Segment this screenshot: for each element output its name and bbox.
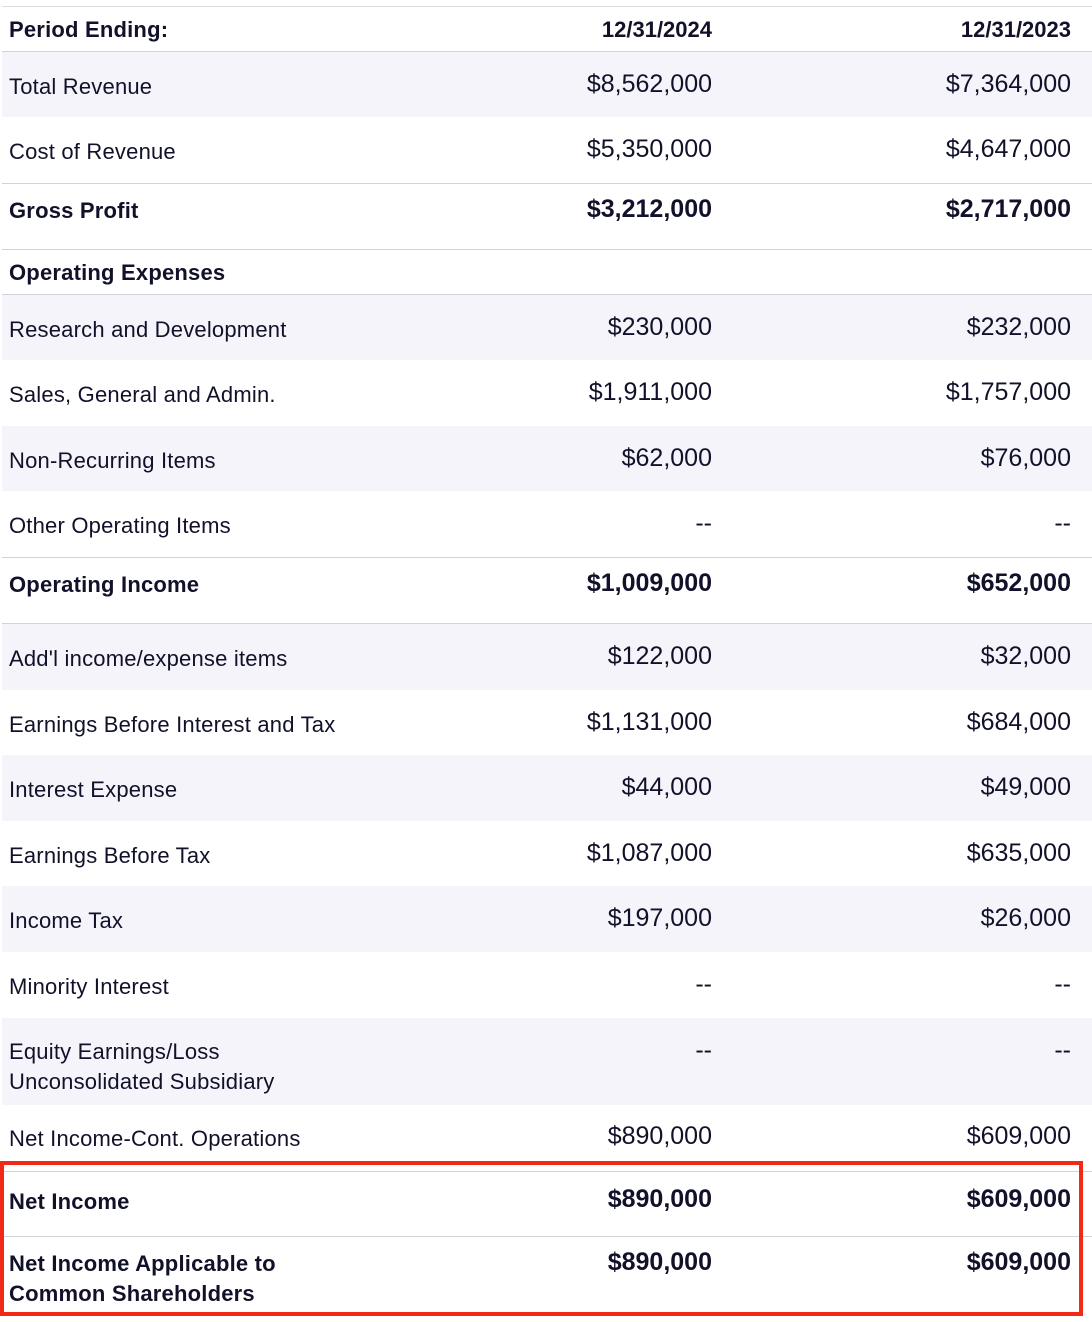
table-row-additional-income-expense <box>2 624 1092 690</box>
table-row-net-income <box>2 1172 1092 1237</box>
value-2023: $652,000 <box>966 569 1071 597</box>
row-label: Cost of Revenue <box>9 139 176 164</box>
table-row-income-tax <box>2 886 1092 952</box>
row-label: Operating Income <box>9 572 200 597</box>
row-label: Earnings Before Interest and Tax <box>9 712 336 737</box>
section-label: Operating Expenses <box>9 260 226 285</box>
value-2023: $32,000 <box>980 642 1071 670</box>
period-ending-label: Period Ending: <box>9 17 169 42</box>
table-row-operating-income <box>2 558 1092 624</box>
value-2024: $5,350,000 <box>586 135 712 163</box>
table-row-research-development <box>2 295 1092 360</box>
value-2024: $62,000 <box>621 444 712 472</box>
value-2023: -- <box>1054 509 1071 537</box>
value-2024: -- <box>695 1036 712 1064</box>
table-row-cost-of-revenue <box>2 117 1092 184</box>
table-row-net-income-cont-operations <box>2 1105 1092 1172</box>
row-label: Gross Profit <box>9 198 139 223</box>
row-label: Net Income <box>9 1189 130 1214</box>
value-2024: $890,000 <box>607 1122 712 1150</box>
column-header-2024: 12/31/2024 <box>601 17 712 42</box>
value-2023: $76,000 <box>980 444 1071 472</box>
value-2024: $1,087,000 <box>586 839 712 867</box>
value-2023: $635,000 <box>966 839 1071 867</box>
value-2024: $197,000 <box>607 904 712 932</box>
table-row-other-operating-items <box>2 491 1092 558</box>
value-2024: $1,009,000 <box>586 569 712 597</box>
column-header-2023: 12/31/2023 <box>960 17 1071 42</box>
value-2023: -- <box>1054 1036 1071 1064</box>
table-row-total-revenue <box>2 52 1092 117</box>
row-label: Earnings Before Tax <box>9 843 211 868</box>
row-label: Interest Expense <box>9 777 178 802</box>
value-2023: $609,000 <box>966 1248 1071 1276</box>
income-statement-table <box>2 6 1092 1315</box>
table-row-interest-expense <box>2 755 1092 821</box>
table-row-ebit <box>2 690 1092 755</box>
value-2023: $684,000 <box>966 708 1071 736</box>
value-2023: $232,000 <box>966 313 1071 341</box>
section-header-operating-expenses <box>2 250 1092 295</box>
row-label: Research and Development <box>9 317 287 342</box>
value-2023: $49,000 <box>980 773 1071 801</box>
table-row-net-income-common-shareholders <box>2 1237 1092 1315</box>
value-2024: $890,000 <box>607 1185 712 1213</box>
value-2024: $1,911,000 <box>588 378 712 406</box>
row-label <box>9 1037 275 1097</box>
value-2024: -- <box>695 509 712 537</box>
row-label-line-2: Common Shareholders <box>9 1281 255 1306</box>
value-2023: $2,717,000 <box>945 195 1071 223</box>
row-label: Add'l income/expense items <box>9 646 288 671</box>
row-label: Sales, General and Admin. <box>9 382 276 407</box>
row-label-line-1: Equity Earnings/Loss <box>9 1039 220 1064</box>
row-label: Minority Interest <box>9 974 169 999</box>
table-row-minority-interest <box>2 952 1092 1018</box>
value-2023: $4,647,000 <box>945 135 1071 163</box>
value-2024: $44,000 <box>621 773 712 801</box>
value-2023: $26,000 <box>980 904 1071 932</box>
row-label <box>9 1249 276 1309</box>
value-2023: $609,000 <box>966 1122 1071 1150</box>
value-2023: $1,757,000 <box>945 378 1071 406</box>
table-row-equity-earnings-loss <box>2 1018 1092 1105</box>
table-row-sales-general-admin <box>2 360 1092 426</box>
value-2024: $1,131,000 <box>586 708 712 736</box>
value-2024: $230,000 <box>607 313 712 341</box>
row-label: Total Revenue <box>9 74 153 99</box>
row-label-line-1: Net Income Applicable to <box>9 1251 276 1276</box>
value-2024: $122,000 <box>607 642 712 670</box>
table-row-ebt <box>2 821 1092 886</box>
value-2024: $3,212,000 <box>586 195 712 223</box>
value-2024: -- <box>695 970 712 998</box>
row-label: Other Operating Items <box>9 513 231 538</box>
value-2024: $8,562,000 <box>586 70 712 98</box>
row-label: Income Tax <box>9 908 124 933</box>
row-label: Net Income-Cont. Operations <box>9 1126 301 1151</box>
table-header-row <box>2 7 1092 52</box>
value-2023: $7,364,000 <box>945 70 1071 98</box>
value-2023: $609,000 <box>966 1185 1071 1213</box>
value-2023: -- <box>1054 970 1071 998</box>
row-label: Non-Recurring Items <box>9 448 216 473</box>
row-label-line-2: Unconsolidated Subsidiary <box>9 1069 275 1094</box>
table-row-non-recurring-items <box>2 426 1092 491</box>
value-2024: $890,000 <box>607 1248 712 1276</box>
table-row-gross-profit <box>2 184 1092 250</box>
